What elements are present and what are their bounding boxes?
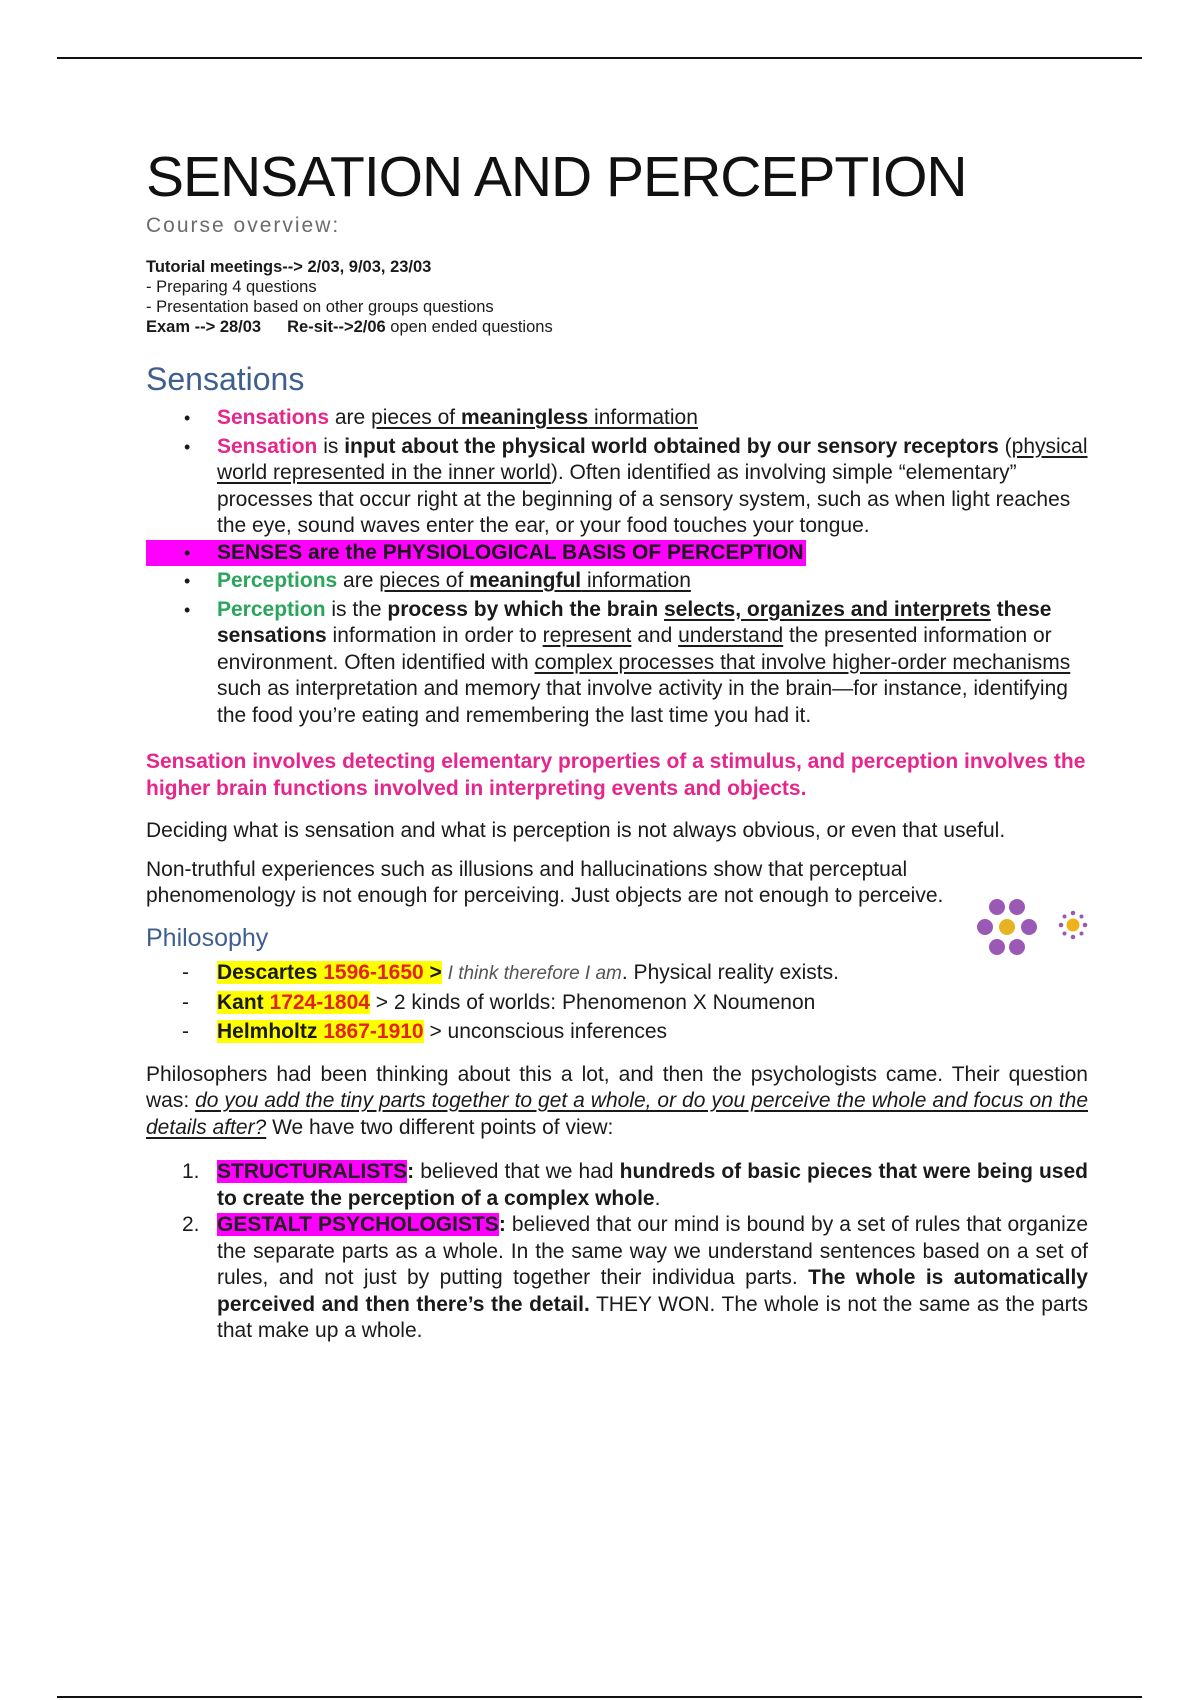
document-body	[146, 145, 1088, 1345]
course-meta	[146, 257, 1088, 337]
list-item: • Sensations are pieces of meaningless information	[184, 406, 698, 429]
sun-icon	[1058, 910, 1088, 940]
key-callout: Sensation involves detecting elementary properties of a stimulus, and perception involves the higher brain functions involved in interpreting events and objects.	[146, 750, 1086, 800]
list-item: • Perception is the process by which the brain selects, organizes and interprets these sensations information in order to represent and understand the presented information or environment. Often identified with complex processes that involve higher-order mechanisms such as interpretation and memory that involve activity in the brain—for instance, identifying the food you’re eating and remembering the last time you had it.	[184, 597, 1071, 727]
list-item-highlight: • SENSES are the PHYSIOLOGICAL BASIS OF PERCEPTION	[146, 540, 1088, 567]
schools-list	[146, 1159, 1088, 1345]
deciding-paragraph: Deciding what is sensation and what is perception is not always obvious, or even that useful.	[146, 819, 1006, 842]
sensations-heading: Sensations	[146, 361, 305, 397]
exam-line	[146, 317, 1088, 337]
presentation-line: - Presentation based on other groups questions	[146, 298, 494, 316]
philosophy-heading: Philosophy	[146, 923, 269, 952]
philosophers-paragraph: Philosophers had been thinking about this a lot, and then the psychologists came. Their question was: do you add the tiny parts together to get a whole, or do you perceive the whole and focus on the details after? We have two different points of view:	[146, 1062, 1088, 1139]
philosophy-list	[146, 958, 1088, 1046]
prep-line: - Preparing 4 questions	[146, 278, 317, 296]
philosopher-item: - Descartes 1596-1650 > I think therefore I am. Physical reality exists.	[182, 960, 839, 984]
subtitle: Course overview:	[146, 214, 341, 237]
school-item: 2. GESTALT PSYCHOLOGISTS: believed that our mind is bound by a set of rules that organize the separate parts as a whole. In the same way we understand sentences based on a set of rules, and not just by putting together their individua parts. The whole is automatically perceived and then there’s the detail. THEY WON. The whole is not the same as the parts that make up a whole.	[182, 1213, 1088, 1342]
nontruth-paragraph: Non-truthful experiences such as illusions and hallucinations show that perceptual phenomenology is not enough for perceiving. Just objects are not enough to perceive.	[146, 857, 944, 907]
tutorial-label: Tutorial meetings--> 2/03, 9/03, 23/03	[146, 258, 432, 276]
philosopher-item: - Kant 1724-1804 > 2 kinds of worlds: Phenomenon X Noumenon	[182, 990, 816, 1014]
school-item: 1. STRUCTURALISTS: believed that we had hundreds of basic pieces that were being used to create the perception of a complex whole.	[182, 1160, 1088, 1210]
list-item: • Sensation is input about the physical world obtained by our sensory receptors (physical world represented in the inner world). Often identified as involving simple “elementary” processes that occur right at the beginning of a sensory system, such as when light reaches the eye, sound waves enter the ear, or your food touches your tongue.	[184, 434, 1088, 537]
resit-label: Re-sit-->2/06	[287, 318, 386, 336]
philosopher-item: - Helmholtz 1867-1910 > unconscious inferences	[182, 1019, 668, 1043]
sensations-list	[146, 405, 1088, 729]
exam-label: Exam --> 28/03	[146, 318, 262, 336]
top-rule	[57, 57, 1142, 59]
flower-icon	[975, 895, 1039, 959]
tutorial-line	[146, 257, 1088, 277]
list-item: • Perceptions are pieces of meaningful information	[184, 569, 691, 592]
bottom-rule	[57, 1696, 1142, 1698]
resit-note: open ended questions	[385, 318, 553, 336]
page-title: SENSATION AND PERCEPTION	[146, 145, 967, 209]
